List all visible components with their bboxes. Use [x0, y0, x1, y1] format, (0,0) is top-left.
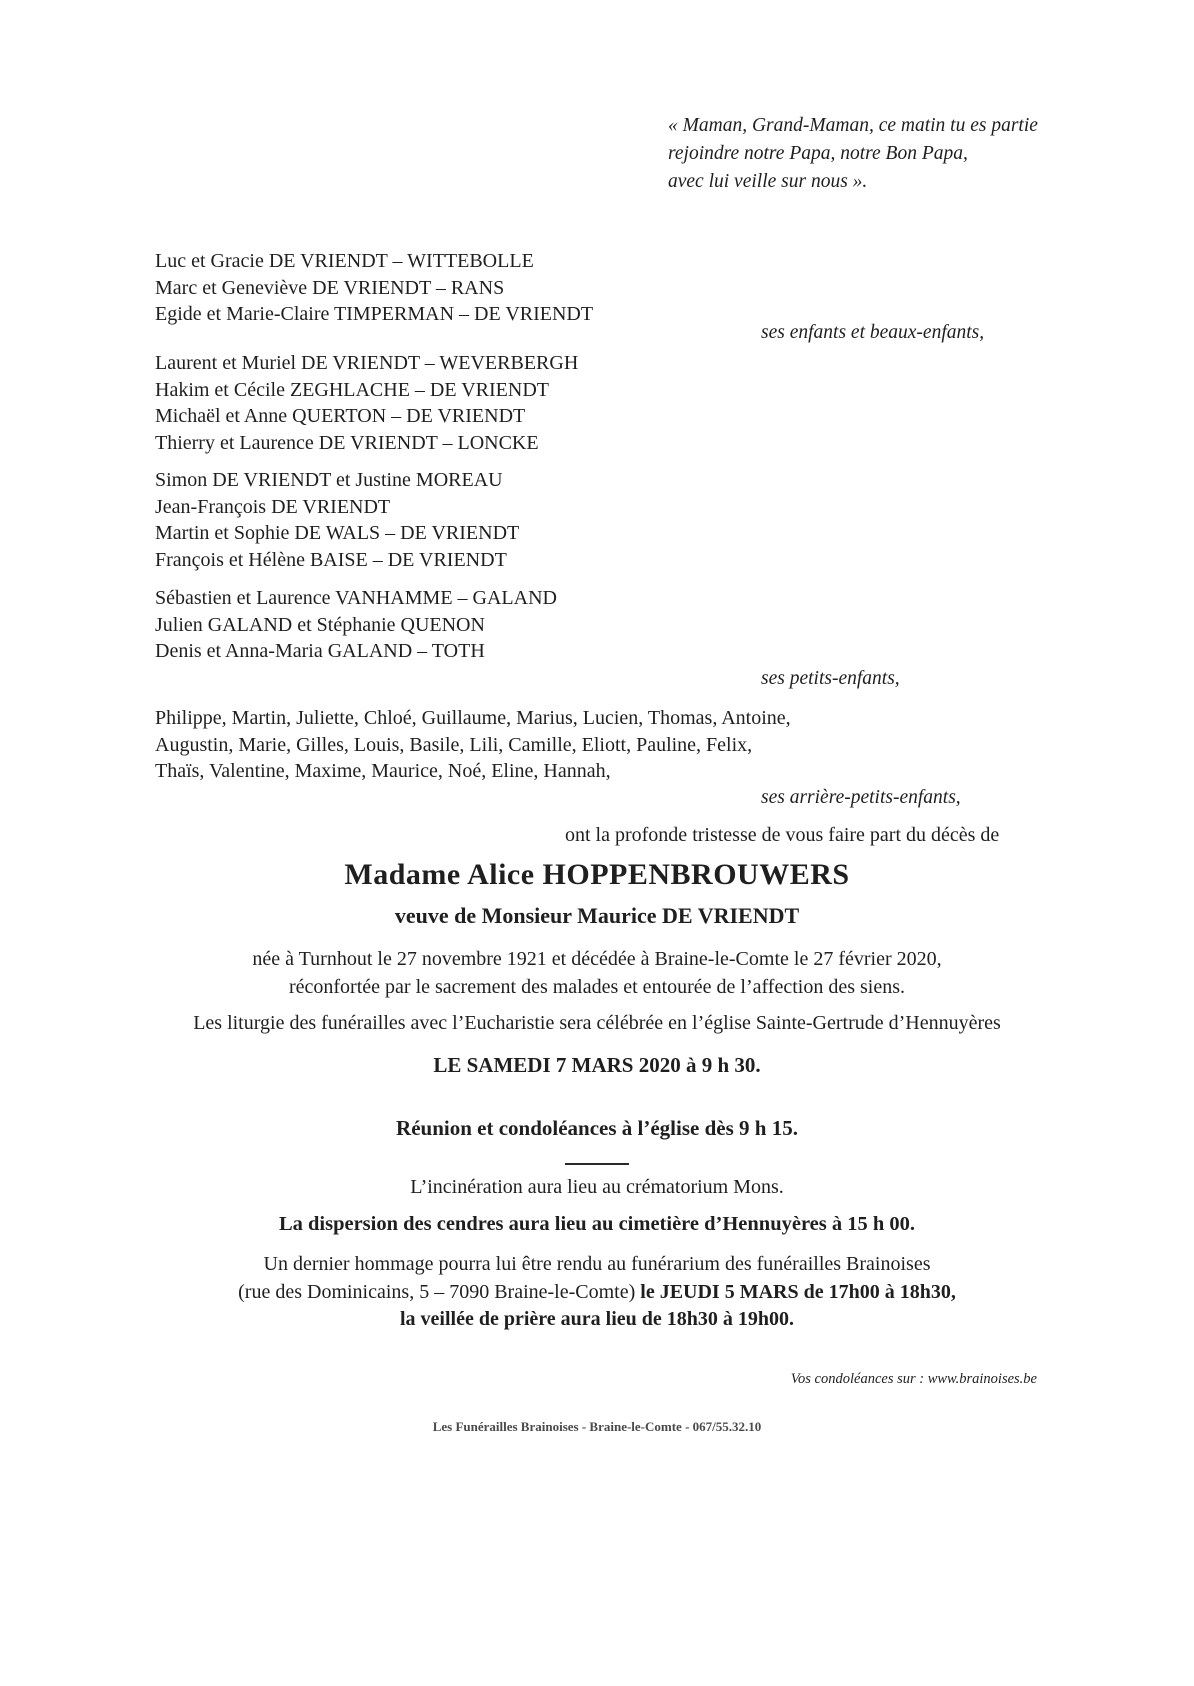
family-member-line: Laurent et Muriel DE VRIENDT – WEVERBERGH	[155, 352, 579, 374]
family-member-line: Martin et Sophie DE WALS – DE VRIENDT	[155, 522, 520, 544]
family-member-line: Sébastien et Laurence VANHAMME – GALAND	[155, 587, 557, 609]
separator-rule	[565, 1163, 629, 1165]
family-group-grandchildren-2	[155, 585, 557, 665]
family-member-line: Egide et Marie-Claire TIMPERMAN – DE VRIENDT	[155, 303, 594, 325]
family-group-grandchildren-1	[155, 467, 519, 573]
family-member-line: Jean-François DE VRIENDT	[155, 495, 391, 518]
family-member-line: Philippe, Martin, Juliette, Chloé, Guillaume, Marius, Lucien, Thomas, Antoine,	[155, 707, 791, 729]
opening-quote	[668, 112, 1038, 196]
homage-paragraph	[0, 1251, 1194, 1334]
birth-death-line: née à Turnhout le 27 novembre 1921 et décédée à Braine-le-Comte le 27 février 2020,	[252, 948, 942, 970]
gathering-line: Réunion et condoléances à l’église dès 9 h 15.	[396, 1116, 798, 1140]
birth-death-paragraph	[0, 946, 1194, 1001]
quote-line: rejoindre notre Papa, notre Bon Papa,	[668, 143, 968, 164]
funeral-home-footer: Les Funérailles Brainoises - Braine-le-Comte - 067/55.32.10	[432, 1419, 762, 1434]
attribution-children: ses enfants et beaux-enfants,	[761, 322, 985, 343]
homage-line: Un dernier hommage pourra lui être rendu au funérarium des funérailles Brainoises	[263, 1253, 931, 1275]
widow-line: veuve de Monsieur Maurice DE VRIENDT	[394, 903, 800, 928]
family-group-children-1	[155, 248, 593, 328]
family-group-children-2	[155, 350, 578, 456]
family-member-line: Marc et Geneviève DE VRIENDT – RANS	[155, 276, 505, 299]
attribution-grandchildren: ses petits-enfants,	[761, 668, 900, 689]
vigil-line: la veillée de prière aura lieu de 18h30 à 19h00.	[399, 1308, 795, 1330]
family-member-line: Julien GALAND et Stéphanie QUENON	[155, 613, 485, 636]
quote-line: « Maman, Grand-Maman, ce matin tu es partie	[668, 115, 1038, 136]
announcement-intro: ont la profonde tristesse de vous faire part du décès de	[565, 824, 1000, 846]
condolences-website-line: Vos condoléances sur : www.brainoises.be	[790, 1371, 1037, 1387]
quote-line: avec lui veille sur nous ».	[668, 171, 868, 192]
family-group-great-grandchildren	[155, 705, 791, 785]
family-member-line: Augustin, Marie, Gilles, Louis, Basile, Lili, Camille, Eliott, Pauline, Felix,	[155, 733, 753, 756]
family-member-line: Simon DE VRIENDT et Justine MOREAU	[155, 469, 503, 491]
ceremony-date: LE SAMEDI 7 MARS 2020 à 9 h 30.	[433, 1053, 761, 1077]
family-member-line: François et Hélène BAISE – DE VRIENDT	[155, 548, 507, 571]
birth-death-line: réconfortée par le sacrement des malades et entourée de l’affection des siens.	[288, 975, 905, 998]
family-member-line: Luc et Gracie DE VRIENDT – WITTEBOLLE	[155, 250, 534, 272]
liturgy-line: Les liturgie des funérailles avec l’Eucharistie sera célébrée en l’église Sainte-Gertrude d’Hennuyères	[193, 1012, 1001, 1034]
homage-line	[0, 1279, 1194, 1307]
family-member-line: Denis et Anna-Maria GALAND – TOTH	[155, 640, 485, 662]
homage-address: (rue des Dominicains, 5 – 7090 Braine-le-Comte)	[238, 1280, 641, 1303]
cremation-line: L’incinération aura lieu au crématorium Mons.	[410, 1176, 784, 1198]
ashes-dispersion-line: La dispersion des cendres aura lieu au cimetière d’Hennuyères à 15 h 00.	[278, 1213, 916, 1235]
family-member-line: Thierry et Laurence DE VRIENDT – LONCKE	[155, 431, 539, 454]
family-member-line: Michaël et Anne QUERTON – DE VRIENDT	[155, 405, 526, 427]
attribution-great-grandchildren: ses arrière-petits-enfants,	[761, 787, 961, 808]
deceased-name: Madame Alice HOPPENBROUWERS	[344, 858, 850, 891]
homage-date: le JEUDI 5 MARS de 17h00 à 18h30,	[640, 1280, 956, 1303]
family-member-line: Thaïs, Valentine, Maxime, Maurice, Noé, Eline, Hannah,	[155, 760, 611, 782]
family-member-line: Hakim et Cécile ZEGHLACHE – DE VRIENDT	[155, 378, 549, 401]
